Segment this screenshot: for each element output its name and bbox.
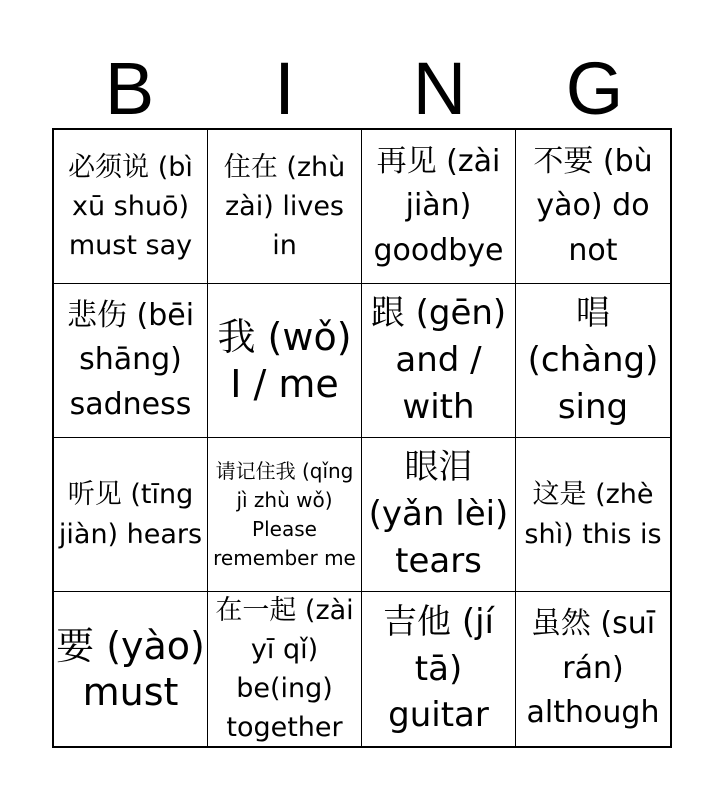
cell-text: 我 (wǒ) I / me [217, 315, 352, 406]
cell-text: 住在 (zhù zài) lives in [223, 151, 346, 262]
cell-text: 虽然 (suī rán) although [526, 606, 660, 731]
cell-text: 要 (yào) must [56, 623, 205, 714]
bingo-cell[interactable] [54, 592, 208, 746]
bingo-cell[interactable] [362, 284, 516, 438]
bingo-cell[interactable] [362, 130, 516, 284]
cell-text: 必须说 (bì xū shuō) must say [68, 151, 193, 262]
bingo-cell[interactable] [208, 438, 362, 592]
bingo-cell[interactable] [362, 438, 516, 592]
cell-text: 悲伤 (bēi shāng) sadness [66, 297, 195, 422]
header-letter-g: G [565, 47, 624, 130]
bingo-cell[interactable] [54, 438, 208, 592]
cell-text: 听见 (tīng jiàn) hears [58, 479, 203, 550]
bingo-cell[interactable] [54, 130, 208, 284]
bingo-cell[interactable] [208, 592, 362, 746]
cell-text: 吉他 (jí tā) guitar [383, 601, 494, 736]
cell-text: 这是 (zhè shì) this is [524, 479, 662, 550]
bingo-cell[interactable] [516, 592, 670, 746]
bingo-cell[interactable] [208, 284, 362, 438]
bingo-header [52, 47, 672, 130]
header-letter-b: B [104, 47, 155, 130]
bingo-cell[interactable] [362, 592, 516, 746]
header-letter-i: I [274, 47, 295, 130]
cell-text: 眼泪 (yǎn lèi) tears [368, 447, 509, 581]
cell-text: 不要 (bù yào) do not [533, 143, 653, 268]
cell-text: 请记住我 (qǐng jì zhù wǒ) Please remember me [213, 458, 356, 570]
bingo-cell[interactable] [516, 130, 670, 284]
cell-text: 再见 (zài jiàn) goodbye [373, 143, 504, 268]
bingo-cell[interactable] [54, 284, 208, 438]
header-letter-n: N [412, 47, 467, 130]
bingo-card-grid [52, 128, 672, 748]
cell-text: 跟 (gēn) and / with [370, 293, 507, 427]
bingo-cell[interactable] [516, 438, 670, 592]
bingo-cell[interactable] [516, 284, 670, 438]
bingo-cell[interactable] [208, 130, 362, 284]
cell-text: 在一起 (zài yī qǐ) be(ing) together [215, 594, 354, 744]
cell-text: 唱 (chàng) sing [527, 293, 659, 427]
